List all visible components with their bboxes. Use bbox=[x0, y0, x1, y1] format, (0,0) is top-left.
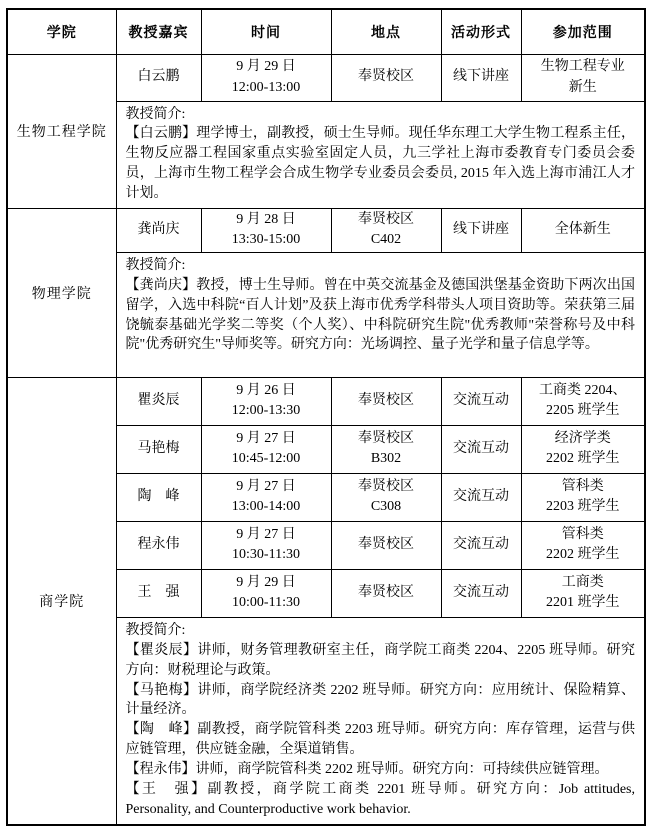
bio-paragraph: 【马艳梅】讲师，商学院经济类 2202 班导师。研究方向：应用统计、保险精算、计量经济。 bbox=[125, 682, 635, 718]
audience-cell bbox=[521, 425, 645, 473]
schedule-date: 9 月 27 日 bbox=[236, 479, 296, 495]
audience-cell bbox=[521, 473, 645, 521]
activity-format-cell: 交流互动 bbox=[441, 377, 521, 425]
activity-format-cell: 线下讲座 bbox=[441, 208, 521, 252]
header-time: 时间 bbox=[201, 9, 331, 54]
bio-cell bbox=[116, 101, 645, 208]
bio-intro-label: 教授简介: bbox=[125, 106, 186, 122]
campus-name: 奉贤校区 bbox=[358, 585, 414, 601]
schedule-time: 13:00-14:00 bbox=[231, 499, 301, 515]
table-row bbox=[7, 377, 645, 425]
location-cell bbox=[331, 521, 441, 569]
bio-paragraph: 【程永伟】讲师，商学院管科类 2202 班导师。研究方向：可持续供应链管理。 bbox=[125, 762, 609, 777]
header-college: 学院 bbox=[7, 9, 116, 54]
audience-line-2: 2201 班学生 bbox=[546, 595, 620, 611]
schedule-time: 12:00-13:00 bbox=[231, 79, 301, 95]
campus-name: 奉贤校区 bbox=[358, 212, 414, 228]
schedule-date: 9 月 27 日 bbox=[236, 527, 296, 543]
room-number: C402 bbox=[370, 232, 402, 248]
bio-paragraph: 【白云鹏】理学博士，副教授，硕士生导师。现任华东理工大学生物工程系主任，生物反应器工程国家重点实验室固定人员，九三学社上海市委教育专门委员会委员，上海市生物工程学会合成生物学专业委员会委员, 2015 年入选上海市浦江人才计划。 bbox=[125, 126, 635, 201]
schedule-time: 10:30-11:30 bbox=[232, 547, 300, 563]
lecture-schedule-table bbox=[6, 8, 646, 826]
activity-format-cell: 交流互动 bbox=[441, 569, 521, 617]
bio-intro-label: 教授简介: bbox=[125, 257, 186, 273]
audience-cell bbox=[521, 569, 645, 617]
audience-cell bbox=[521, 54, 645, 101]
bio-paragraph: 【王 强】副教授，商学院工商类 2201 班导师。研究方向：Job attitudes, Personality, and Counterproductive work behavior. bbox=[125, 781, 635, 817]
header-format: 活动形式 bbox=[441, 9, 521, 54]
table-row bbox=[7, 54, 645, 101]
activity-format-cell: 交流互动 bbox=[441, 425, 521, 473]
location-cell bbox=[331, 54, 441, 101]
time-cell bbox=[201, 473, 331, 521]
bio-paragraph: 【陶 峰】副教授，商学院管科类 2203 班导师。研究方向：库存管理，运营与供应链管理，供应链金融，全渠道销售。 bbox=[125, 722, 635, 758]
header-professor: 教授嘉宾 bbox=[116, 9, 201, 54]
room-number: B302 bbox=[370, 451, 402, 467]
activity-format-cell: 交流互动 bbox=[441, 521, 521, 569]
bio-paragraph: 【瞿炎辰】讲师，财务管理教研室主任，商学院工商类 2204、2205 班导师。研究方向：财税理论与政策。 bbox=[125, 642, 635, 678]
activity-format-cell: 线下讲座 bbox=[441, 54, 521, 101]
bio-intro-label: 教授简介: bbox=[125, 622, 186, 638]
table-header-row bbox=[7, 9, 645, 54]
location-cell bbox=[331, 377, 441, 425]
schedule-time: 12:00-13:30 bbox=[231, 403, 301, 419]
schedule-date: 9 月 27 日 bbox=[236, 431, 296, 447]
campus-name: 奉贤校区 bbox=[358, 537, 414, 553]
campus-name: 奉贤校区 bbox=[358, 479, 414, 495]
audience-line-1: 生物工程专业 bbox=[540, 59, 625, 75]
time-cell bbox=[201, 521, 331, 569]
schedule-date: 9 月 29 日 bbox=[236, 59, 296, 75]
professor-name-cell: 陶 峰 bbox=[116, 473, 201, 521]
college-cell: 物理学院 bbox=[7, 208, 116, 377]
professor-name-cell: 白云鹏 bbox=[116, 54, 201, 101]
activity-format-cell: 交流互动 bbox=[441, 473, 521, 521]
professor-name-cell: 王 强 bbox=[116, 569, 201, 617]
time-cell bbox=[201, 54, 331, 101]
college-cell: 商学院 bbox=[7, 377, 116, 824]
time-cell bbox=[201, 377, 331, 425]
schedule-date: 9 月 26 日 bbox=[236, 383, 296, 399]
audience-line-1: 管科类 bbox=[561, 527, 604, 543]
campus-name: 奉贤校区 bbox=[358, 431, 414, 447]
audience-cell bbox=[521, 521, 645, 569]
table-row bbox=[7, 208, 645, 252]
schedule-time: 13:30-15:00 bbox=[231, 232, 301, 248]
bio-cell bbox=[116, 252, 645, 377]
location-cell bbox=[331, 569, 441, 617]
time-cell bbox=[201, 208, 331, 252]
audience-line-2: 2203 班学生 bbox=[546, 499, 620, 515]
professor-name-cell: 瞿炎辰 bbox=[116, 377, 201, 425]
audience-cell bbox=[521, 377, 645, 425]
room-number: C308 bbox=[370, 499, 402, 515]
header-location: 地点 bbox=[331, 9, 441, 54]
audience-line-2: 2202 班学生 bbox=[546, 451, 620, 467]
audience-line-1: 全体新生 bbox=[554, 222, 611, 238]
schedule-date: 9 月 28 日 bbox=[236, 212, 296, 228]
professor-name-cell: 程永伟 bbox=[116, 521, 201, 569]
location-cell bbox=[331, 425, 441, 473]
audience-line-2: 2205 班学生 bbox=[546, 403, 620, 419]
header-audience: 参加范围 bbox=[521, 9, 645, 54]
audience-line-1: 经济学类 bbox=[554, 431, 611, 447]
audience-line-1: 工商类 bbox=[561, 575, 604, 591]
schedule-time: 10:45-12:00 bbox=[231, 451, 301, 467]
college-cell: 生物工程学院 bbox=[7, 54, 116, 208]
time-cell bbox=[201, 569, 331, 617]
time-cell bbox=[201, 425, 331, 473]
audience-cell bbox=[521, 208, 645, 252]
location-cell bbox=[331, 208, 441, 252]
location-cell bbox=[331, 473, 441, 521]
audience-line-2: 2202 班学生 bbox=[546, 547, 620, 563]
professor-name-cell: 马艳梅 bbox=[116, 425, 201, 473]
audience-line-1: 工商类 2204、 bbox=[539, 383, 627, 399]
schedule-date: 9 月 29 日 bbox=[236, 575, 296, 591]
audience-line-2: 新生 bbox=[568, 79, 597, 95]
campus-name: 奉贤校区 bbox=[358, 393, 414, 409]
professor-name-cell: 龚尚庆 bbox=[116, 208, 201, 252]
schedule-time: 10:00-11:30 bbox=[232, 595, 300, 611]
campus-name: 奉贤校区 bbox=[358, 69, 414, 85]
audience-line-1: 管科类 bbox=[561, 479, 604, 495]
bio-paragraph: 【龚尚庆】教授，博士生导师。曾在中英交流基金及德国洪堡基金资助下两次出国留学，入选中科院“百人计划”及获上海市优秀学科带头人项目资助等。荣获第三届饶毓泰基础光学奖二等奖（个人奖）、中科院研究生院"优秀教师"荣誉称号及中科院"优秀研究生"导师奖等。研究方向：光场调控、量子光学和量子信息学等。 bbox=[125, 277, 635, 353]
